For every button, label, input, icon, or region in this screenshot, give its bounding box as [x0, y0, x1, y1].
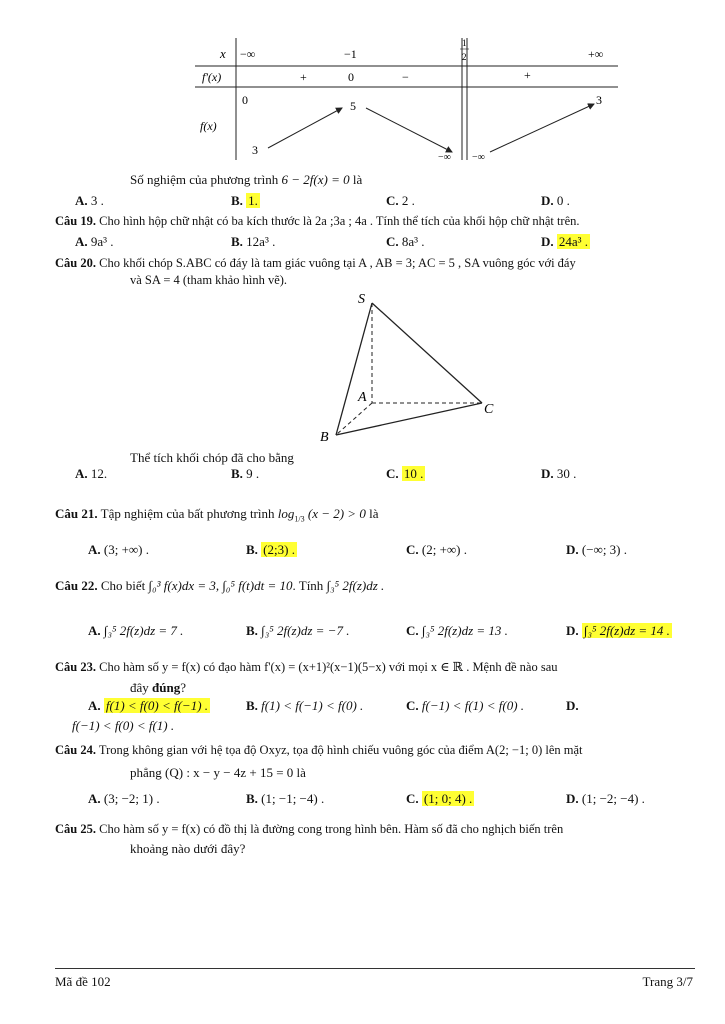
- q19-option-a[interactable]: [75, 234, 114, 250]
- q21-option-a-letter: A.: [88, 542, 101, 557]
- edge-ab: [336, 403, 372, 435]
- q25-stem-line2: khoảng nào dưới đây?: [130, 841, 246, 856]
- q20-option-c-text: 10 .: [403, 466, 424, 481]
- footer-rule: [55, 968, 695, 969]
- q25-label: Câu 25.: [55, 822, 96, 836]
- q19-option-c[interactable]: [386, 234, 425, 250]
- q22-option-a-text: ∫₃⁵ 2f(z)dz = 7 .: [103, 623, 184, 638]
- q24-option-c-text: (1; 0; 4) .: [423, 791, 473, 806]
- q18-option-d[interactable]: [541, 193, 570, 209]
- q22-option-b[interactable]: [246, 623, 349, 639]
- q20-option-b[interactable]: [231, 466, 259, 482]
- q21-option-c[interactable]: [406, 542, 467, 558]
- q23-text2-bold: đúng: [152, 680, 181, 695]
- q18-option-c[interactable]: [386, 193, 415, 209]
- q23-option-c-letter: C.: [406, 698, 419, 713]
- q24-option-d-text: (1; −2; −4) .: [581, 791, 645, 806]
- q18-option-d-letter: D.: [541, 193, 554, 208]
- variation-table: [190, 36, 620, 164]
- q21-option-a[interactable]: [88, 542, 149, 558]
- q24-option-a[interactable]: [88, 791, 160, 807]
- q23-option-c[interactable]: [406, 698, 524, 714]
- vertex-c: C: [484, 402, 494, 417]
- q23-label: Câu 23.: [55, 660, 96, 674]
- q24-stem-line1: [55, 742, 583, 758]
- q21-stem: [55, 506, 378, 528]
- footer-exam-code: Mã đề 102: [55, 974, 111, 989]
- q23-option-a[interactable]: [88, 698, 210, 714]
- q18-option-b[interactable]: [231, 193, 260, 209]
- edge-sb: [336, 303, 372, 435]
- q18-option-a-letter: A.: [75, 193, 88, 208]
- q21-option-b-letter: B.: [246, 542, 258, 557]
- q22-text-mid: . Tính: [292, 578, 324, 593]
- q23-option-a-letter: A.: [88, 698, 101, 713]
- q19-option-c-text: 8a³ .: [401, 234, 425, 249]
- q19-text: Cho hình hộp chữ nhật có ba kích thước là 2a ;3a ; 4a . Tính thể tích của khối hộp chữ nhật trên.: [99, 214, 580, 228]
- q21-text-pre: Tập nghiệm của bất phương trình: [100, 506, 275, 521]
- q18-option-b-text: 1.: [248, 193, 258, 208]
- q23-option-b-text: f(1) < f(−1) < f(0) .: [261, 698, 364, 713]
- q22-integral-2: ∫₀⁵ f(t)dt = 10: [222, 578, 293, 593]
- f-val-neg-inf-left: −∞: [438, 152, 451, 163]
- q19-option-d[interactable]: [541, 234, 590, 250]
- vertex-s: S: [358, 292, 365, 307]
- q20-option-d[interactable]: [541, 466, 576, 482]
- f-val-neg-inf-right: −∞: [472, 152, 485, 163]
- q20-option-a[interactable]: [75, 466, 107, 482]
- q24-text1: Trong không gian với hệ tọa độ Oxyz, tọa độ hình chiếu vuông góc của điểm A(2; −1; 0) lên mặt: [98, 743, 583, 757]
- x-val-neg-inf: −∞: [240, 47, 256, 61]
- q21-option-b[interactable]: [246, 542, 297, 558]
- q22-option-d-letter: D.: [566, 623, 579, 638]
- q19-option-d-text: 24a³ .: [558, 234, 589, 249]
- q24-stem-line2: phẳng (Q) : x − y − 4z + 15 = 0 là: [130, 765, 306, 780]
- q21-log: log: [277, 506, 295, 521]
- q19-option-b-text: 12a³ .: [246, 234, 276, 249]
- q21-label: Câu 21.: [55, 506, 98, 521]
- f-val-3-right: 3: [596, 93, 602, 107]
- q23-text1: Cho hàm số y = f(x) có đạo hàm f'(x) = (x+1)²(x−1)(5−x) với mọi x ∈ ℝ . Mệnh đề nào sau: [99, 660, 558, 674]
- q19-option-a-text: 9a³ .: [90, 234, 114, 249]
- edge-sc: [372, 303, 482, 403]
- q20-option-a-letter: A.: [75, 466, 88, 481]
- arrow-up-2: [490, 104, 594, 152]
- q24-option-a-letter: A.: [88, 791, 101, 806]
- q20-option-a-text: 12.: [90, 466, 108, 481]
- q19-option-a-letter: A.: [75, 234, 88, 249]
- q20-option-b-text: 9 .: [246, 466, 260, 481]
- x-val-pos-inf: +∞: [588, 47, 604, 61]
- q20-text1: Cho khối chóp S.ABC có đáy là tam giác vuông tại A , AB = 3; AC = 5 , SA vuông góc với đáy: [99, 256, 576, 270]
- q18-option-a[interactable]: [75, 193, 104, 209]
- q24-option-c[interactable]: [406, 791, 474, 807]
- q20-option-d-letter: D.: [541, 466, 554, 481]
- q19-option-d-letter: D.: [541, 234, 554, 249]
- f-val-0: 0: [242, 93, 248, 107]
- q20-question: Thể tích khối chóp đã cho bằng: [130, 450, 294, 465]
- sign-minus: −: [402, 70, 409, 84]
- f-val-3-left: 3: [252, 143, 258, 157]
- q24-option-d-letter: D.: [566, 791, 579, 806]
- q24-option-b[interactable]: [246, 791, 324, 807]
- q21-option-c-text: (2; +∞) .: [421, 542, 468, 557]
- arrow-up-1: [268, 108, 342, 148]
- edge-bc: [336, 403, 482, 435]
- q19-stem: [55, 213, 580, 229]
- q22-option-a[interactable]: [88, 623, 183, 639]
- q22-option-b-text: ∫₃⁵ 2f(z)dz = −7 .: [261, 623, 350, 638]
- q21-expr-tail: (x − 2) > 0: [307, 506, 366, 521]
- q20-label: Câu 20.: [55, 256, 96, 270]
- q19-option-c-letter: C.: [386, 234, 399, 249]
- x-val-half-num: 1: [462, 38, 467, 48]
- q23-option-b[interactable]: [246, 698, 363, 714]
- row-label-f: f(x): [200, 119, 217, 133]
- x-val-minus-one: −1: [344, 47, 357, 61]
- q21-option-b-text: (2;3) .: [263, 542, 295, 557]
- q21-log-base: 1/3: [294, 514, 305, 524]
- q24-option-c-letter: C.: [406, 791, 419, 806]
- q18-stem-text: Số nghiệm của phương trình: [130, 172, 279, 187]
- q22-integral-1: ∫₀³ f(x)dx = 3,: [148, 578, 220, 593]
- q20-option-c[interactable]: [386, 466, 425, 482]
- q18-option-b-letter: B.: [231, 193, 243, 208]
- sign-plus-2: +: [524, 68, 531, 82]
- q22-option-c-text: ∫₃⁵ 2f(z)dz = 13 .: [421, 623, 508, 638]
- q21-option-d[interactable]: [566, 542, 627, 558]
- q24-option-b-letter: B.: [246, 791, 258, 806]
- sign-zero: 0: [348, 70, 354, 84]
- q24-option-d[interactable]: [566, 791, 645, 807]
- q20-stem-line1: [55, 255, 576, 271]
- q20-option-c-letter: C.: [386, 466, 399, 481]
- q23-option-d-letter: D.: [566, 698, 579, 713]
- q21-text-post: là: [369, 506, 379, 521]
- q18-option-d-text: 0 .: [556, 193, 570, 208]
- q23-option-d[interactable]: [566, 698, 579, 714]
- q22-option-d[interactable]: [566, 623, 672, 639]
- f-val-5: 5: [350, 99, 356, 113]
- q18-equation: 6 − 2f(x) = 0: [281, 172, 350, 187]
- q24-option-a-text: (3; −2; 1) .: [103, 791, 160, 806]
- q21-option-c-letter: C.: [406, 542, 419, 557]
- q23-stem-line2: [130, 680, 186, 696]
- q21-option-d-letter: D.: [566, 542, 579, 557]
- row-label-fprime: f'(x): [202, 70, 222, 84]
- q22-option-b-letter: B.: [246, 623, 258, 638]
- q21-option-d-text: (−∞; 3) .: [581, 542, 628, 557]
- pyramid-figure: [312, 285, 512, 445]
- q23-text2-pre: đây: [130, 680, 149, 695]
- q22-option-c[interactable]: [406, 623, 508, 639]
- q18-stem: [130, 172, 362, 188]
- q22-label: Câu 22.: [55, 578, 98, 593]
- q18-option-c-text: 2 .: [401, 193, 415, 208]
- arrow-down: [366, 108, 452, 152]
- q19-label: Câu 19.: [55, 214, 96, 228]
- q18-option-c-letter: C.: [386, 193, 399, 208]
- q20-option-b-letter: B.: [231, 466, 243, 481]
- q25-stem-line1: [55, 821, 563, 837]
- q24-label: Câu 24.: [55, 743, 96, 757]
- sign-plus-1: +: [300, 70, 307, 84]
- q23-option-b-letter: B.: [246, 698, 258, 713]
- q23-stem-line1: [55, 659, 558, 675]
- x-val-half-den: 2: [462, 52, 467, 62]
- q21-option-a-text: (3; +∞) .: [103, 542, 150, 557]
- q20-option-d-text: 30 .: [556, 466, 577, 481]
- q19-option-b[interactable]: [231, 234, 275, 250]
- q23-option-a-text: f(1) < f(0) < f(−1) .: [105, 698, 209, 713]
- q25-text1: Cho hàm số y = f(x) có đồ thị là đường cong trong hình bên. Hàm số đã cho nghịch biến trên: [99, 822, 564, 836]
- q24-option-b-text: (1; −1; −4) .: [261, 791, 325, 806]
- q23-option-c-text: f(−1) < f(1) < f(0) .: [421, 698, 525, 713]
- q23-option-d-text: [72, 718, 174, 734]
- q22-text-pre: Cho biết: [100, 578, 146, 593]
- q18-option-a-text: 3 .: [90, 193, 104, 208]
- q23-text2-post: ?: [180, 680, 187, 695]
- q18-tail: là: [352, 172, 363, 187]
- q22-option-d-text: ∫₃⁵ 2f(z)dz = 14 .: [583, 623, 670, 638]
- q22-integral-3: ∫₃⁵ 2f(z)dz .: [326, 578, 385, 593]
- q19-option-b-letter: B.: [231, 234, 243, 249]
- footer-page-number: Trang 3/7: [642, 974, 693, 989]
- q22-option-a-letter: A.: [88, 623, 101, 638]
- q20-stem-line2: và SA = 4 (tham khảo hình vẽ).: [130, 273, 288, 287]
- q22-option-c-letter: C.: [406, 623, 419, 638]
- vertex-b: B: [320, 430, 329, 445]
- q23-option-d-wrap: f(−1) < f(0) < f(1) .: [72, 718, 175, 733]
- q22-stem: [55, 578, 384, 594]
- vertex-a: A: [358, 390, 367, 405]
- row-label-x: x: [220, 46, 226, 61]
